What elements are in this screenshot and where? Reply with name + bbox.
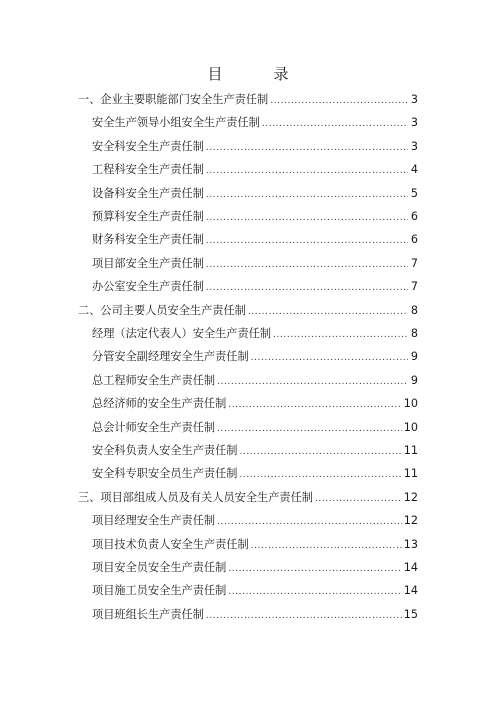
toc-entry-label: 三、项目部组成人员及有关人员安全生产责任制 bbox=[78, 490, 313, 504]
toc-entry-label: 总经济师的安全生产责任制 bbox=[92, 397, 227, 411]
toc-entry-label: 安全生产领导小组安全生产责任制 bbox=[92, 116, 260, 130]
dot-leader bbox=[217, 420, 402, 438]
toc-page-number: 3 bbox=[410, 139, 418, 153]
toc-entry-label: 二、公司主要人员安全生产责任制 bbox=[78, 303, 246, 317]
toc-entry-label: 安全科安全生产责任制 bbox=[92, 139, 204, 153]
toc-entry[interactable] bbox=[0, 278, 418, 296]
toc-entry-label: 财务科安全生产责任制 bbox=[92, 233, 204, 247]
toc-section-entry[interactable] bbox=[0, 302, 418, 320]
dot-leader bbox=[206, 256, 408, 274]
toc-section-entry[interactable] bbox=[0, 489, 418, 507]
toc-page-number: 6 bbox=[410, 233, 418, 247]
dot-leader bbox=[206, 162, 408, 180]
dot-leader bbox=[315, 490, 402, 508]
toc-page-number: 9 bbox=[410, 350, 418, 364]
toc-page-number: 12 bbox=[403, 490, 418, 504]
toc-page-number: 6 bbox=[410, 210, 418, 223]
toc-entry-label: 办公室安全生产责任制 bbox=[92, 280, 204, 294]
toc-page-number: 13 bbox=[403, 537, 418, 551]
dot-leader bbox=[228, 396, 401, 414]
toc-entry-label: 经理（法定代表人）安全生产责任制 bbox=[92, 327, 272, 340]
toc-entry[interactable] bbox=[0, 255, 418, 273]
toc-section-entry[interactable] bbox=[0, 91, 418, 109]
toc-page-number: 8 bbox=[410, 303, 418, 317]
dot-leader bbox=[206, 139, 408, 157]
toc-page-number: 5 bbox=[410, 186, 418, 200]
toc-entry[interactable] bbox=[0, 114, 418, 132]
toc-entry[interactable] bbox=[0, 348, 418, 366]
toc-page-number: 9 bbox=[410, 373, 418, 387]
toc-entry[interactable] bbox=[0, 372, 418, 390]
dot-leader bbox=[262, 115, 408, 133]
toc-entry-label: 安全科负责人安全生产责任制 bbox=[92, 444, 238, 457]
toc-entry[interactable] bbox=[0, 559, 418, 577]
toc-entry[interactable] bbox=[0, 465, 418, 483]
dot-leader bbox=[251, 349, 408, 367]
dot-leader bbox=[239, 466, 401, 484]
toc-page-number: 3 bbox=[410, 93, 418, 106]
toc-entry[interactable] bbox=[0, 231, 418, 249]
toc-page-number: 12 bbox=[403, 514, 418, 528]
toc-entry-label: 一、企业主要职能部门安全生产责任制 bbox=[78, 93, 269, 106]
toc-entry[interactable] bbox=[0, 582, 418, 600]
dot-leader bbox=[270, 92, 408, 110]
toc-page-number: 10 bbox=[403, 397, 418, 411]
dot-leader bbox=[217, 513, 402, 531]
toc-title: 目 录 bbox=[207, 65, 307, 83]
toc-page-number: 15 bbox=[403, 607, 418, 621]
toc-entry-label: 工程科安全生产责任制 bbox=[92, 163, 204, 177]
toc-page-number: 11 bbox=[403, 467, 418, 481]
dot-leader bbox=[217, 373, 408, 391]
toc-page-number: 7 bbox=[410, 256, 418, 270]
toc-entry-label: 项目部安全生产责任制 bbox=[92, 256, 204, 270]
dot-leader bbox=[206, 209, 408, 227]
toc-entry[interactable] bbox=[0, 395, 418, 413]
dot-leader bbox=[251, 537, 402, 555]
toc-entry-label: 预算科安全生产责任制 bbox=[92, 210, 204, 223]
toc-entry-label: 设备科安全生产责任制 bbox=[92, 186, 204, 200]
toc-page-number: 7 bbox=[410, 280, 418, 294]
dot-leader bbox=[228, 560, 401, 578]
toc-page-number: 11 bbox=[403, 444, 418, 457]
toc-entry-label: 项目经理安全生产责任制 bbox=[92, 514, 216, 528]
dot-leader bbox=[206, 279, 408, 297]
dot-leader bbox=[248, 303, 408, 321]
toc-entry[interactable] bbox=[0, 442, 418, 460]
toc-entry-label: 分管安全副经理安全生产责任制 bbox=[92, 350, 249, 364]
toc-entry[interactable] bbox=[0, 512, 418, 530]
toc-entry[interactable] bbox=[0, 536, 418, 554]
toc-page-number: 14 bbox=[403, 561, 418, 574]
toc-entry[interactable] bbox=[0, 325, 418, 343]
toc-entry-label: 总工程师安全生产责任制 bbox=[92, 373, 216, 387]
dot-leader bbox=[228, 583, 401, 601]
toc-entry[interactable] bbox=[0, 208, 418, 226]
toc-page-number: 8 bbox=[410, 327, 418, 340]
toc-entry[interactable] bbox=[0, 161, 418, 179]
toc-entry-label: 项目班组长生产责任制 bbox=[92, 607, 204, 621]
toc-page-number: 3 bbox=[410, 116, 418, 130]
toc-entry-label: 总会计师安全生产责任制 bbox=[92, 420, 216, 434]
toc-entry-label: 项目安全员安全生产责任制 bbox=[92, 561, 227, 574]
dot-leader bbox=[273, 326, 408, 344]
toc-page-number: 4 bbox=[410, 163, 418, 177]
toc-entry-label: 项目施工员安全生产责任制 bbox=[92, 584, 227, 598]
dot-leader bbox=[206, 607, 402, 625]
toc-entry-label: 安全科专职安全员生产责任制 bbox=[92, 467, 238, 481]
dot-leader bbox=[239, 443, 401, 461]
dot-leader bbox=[206, 232, 408, 250]
toc-page-number: 10 bbox=[403, 420, 418, 434]
toc-entry[interactable] bbox=[0, 419, 418, 437]
toc-entry[interactable] bbox=[0, 606, 418, 624]
toc-entry[interactable] bbox=[0, 138, 418, 156]
toc-page-number: 14 bbox=[403, 584, 418, 598]
dot-leader bbox=[206, 186, 408, 204]
toc-entry[interactable] bbox=[0, 185, 418, 203]
toc-entry-label: 项目技术负责人安全生产责任制 bbox=[92, 537, 249, 551]
